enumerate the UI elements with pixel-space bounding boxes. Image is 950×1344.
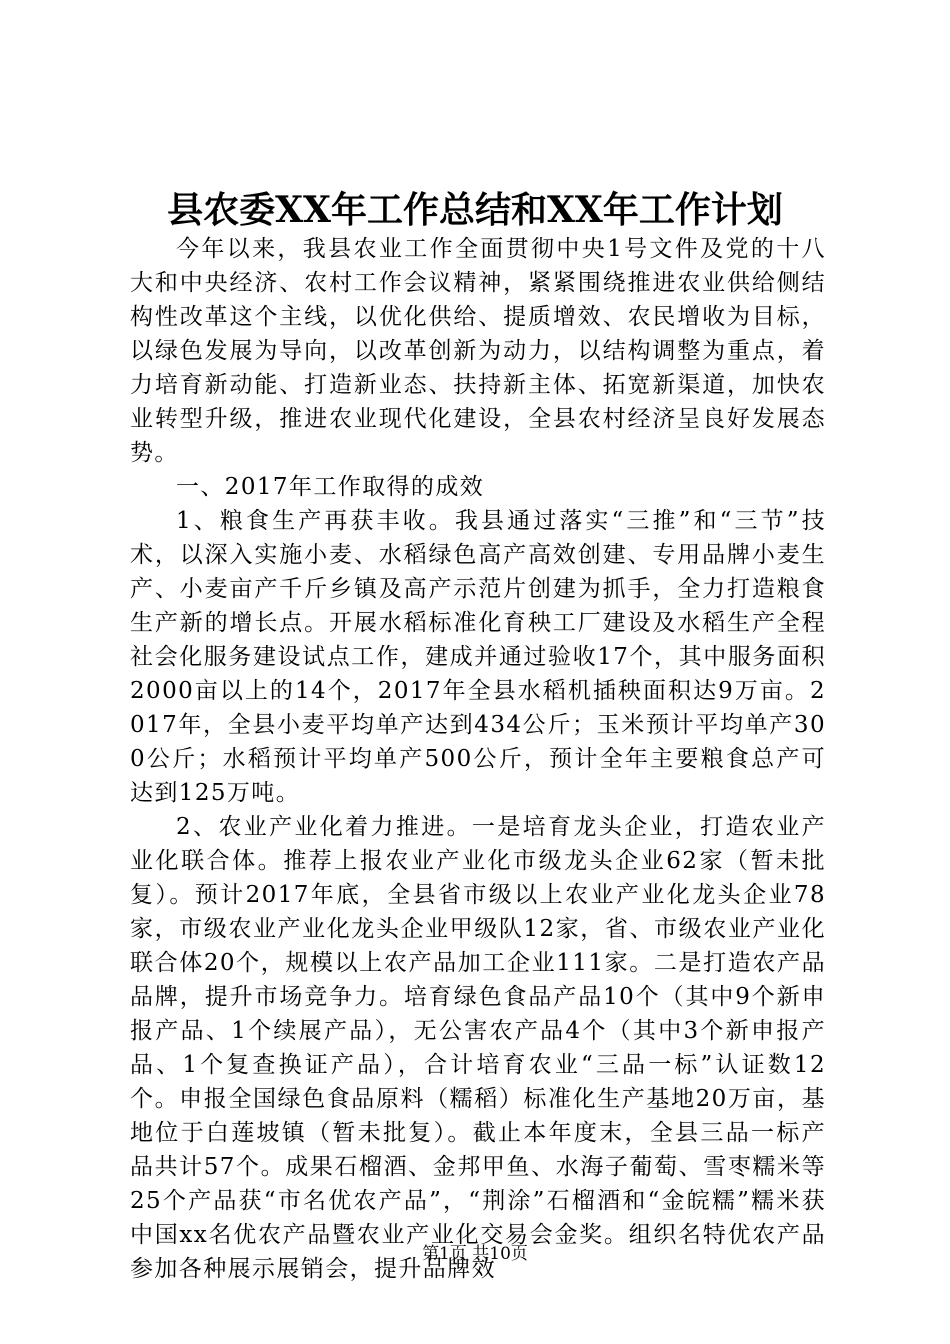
section-heading: 一、2017年工作取得的成效 [176,474,485,500]
document-body [130,232,826,1286]
intro-paragraph: 今年以来，我县农业工作全面贯彻中央1号文件及党的十八大和中央经济、农村工作会议精神，紧紧围绕推进农业供给侧结构性改革这个主线，以优化供给、提质增效、农民增收为目标，以绿色发展为导向，以改革创新为动力，以结构调整为重点，着力培育新动能、打造新业态、扶持新主体、拓宽新渠道，加快农业转型升级，推进农业现代化建设，全县农村经济呈良好发展态势。 [130,236,826,466]
document-title: 县农委XX年工作总结和XX年工作计划 [167,189,783,231]
industrialization-paragraph: 2、农业产业化着力推进。一是培育龙头企业，打造农业产业化联合体。推荐上报农业产业化市级龙头企业62家（暂未批复）。预计2017年底，全县省市级以上农业产业化龙头企业78家，市级农业产业化龙头企业甲级队12家，省、市级农业产业化联合体20个，规模以上农产品加工企业111家。二是打造农产品品牌，提升市场竞争力。培育绿色食品产品10个（其中9个新申报产品、1个续展产品），无公害农产品4个（其中3个新申报产品、1个复查换证产品），合计培育农业“三品一标”认证数12个。申报全国绿色食品原料（糯稻）标准化生产基地20万亩，基地位于白莲坡镇（暂未批复）。截止本年度末，全县三品一标产品共计57个。成果石榴酒、金邦甲鱼、水海子葡萄、雪枣糯米等25个产品获“市名优农产品”，“荆涂”石榴酒和“金皖糯”糯米获中国xx名优农产品暨农业产业化交易会金奖。组织名特优农产品参加各种展示展销会，提升品牌效 [130,814,826,1282]
grain-production-paragraph: 1、粮食生产再获丰收。我县通过落实“三推”和“三节”技术，以深入实施小麦、水稻绿色高产高效创建、专用品牌小麦生产、小麦亩产千斤乡镇及高产示范片创建为抓手，全力打造粮食生产新的增长点。开展水稻标准化育秧工厂建设及水稻生产全程社会化服务建设试点工作，建成并通过验收17个，其中服务面积2000亩以上的14个，2017年全县水稻机插秧面积达9万亩。2017年，全县小麦平均单产达到434公斤；玉米预计平均单产300公斤；水稻预计平均单产500公斤，预计全年主要粮食总产可达到125万吨。 [130,508,826,806]
page-footer: 第1页 共10页 [422,1244,528,1264]
